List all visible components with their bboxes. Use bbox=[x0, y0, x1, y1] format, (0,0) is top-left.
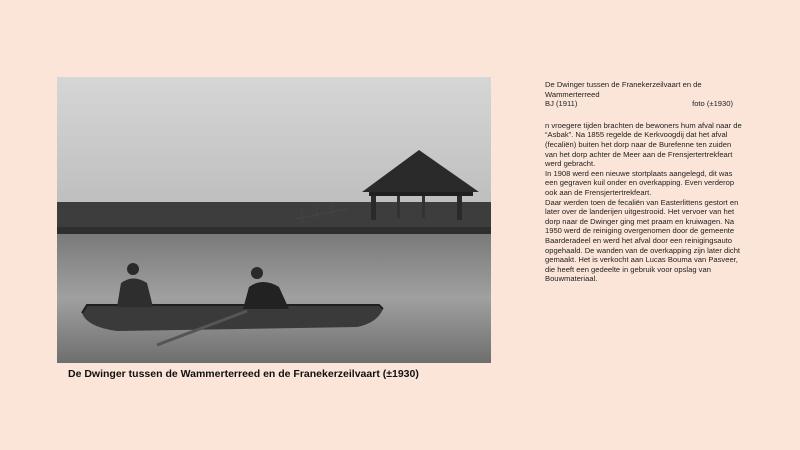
subtitle-photo-date: foto (±1930) bbox=[692, 99, 733, 109]
panel-title: De Dwinger tussen de Franekerzeilvaart en de Wammerterreed bbox=[545, 80, 702, 99]
description-panel bbox=[545, 80, 745, 284]
photo-boat-shelter-image bbox=[57, 77, 491, 363]
photo-caption: De Dwinger tussen de Wammerterreed en de Franekerzeilvaart (±1930) bbox=[68, 368, 419, 380]
subtitle-year: BJ (1911) bbox=[545, 99, 578, 109]
paragraph: Daar werden toen de fecaliën van Easterlittens gestort en later over de landerijen uitgestrooid. Het vervoer van het dorp naar de Dwinger ging met praam en kruiwagen. Na 1950 werd de reiniging overgenomen door de gemeente Baarderadeel en werd het afval door een reinigingsauto opgehaald. De wanden van de overkapping zijn later dicht gemaakt. Het is verkocht aan Lucas Bouma van Pasveer, die heeft een gedeelte in gebruik voor opslag van Bouwmateriaal. bbox=[545, 197, 741, 284]
panel-body bbox=[545, 121, 745, 284]
paragraph: In 1908 werd een nieuwe stortplaats aangelegd, dit was een gegraven kuil onder en overkapping. Even verderop ook aan de Frensjertertrekfeart. bbox=[545, 168, 735, 197]
panel-subtitle bbox=[545, 99, 745, 109]
paragraph: n vroegere tijden brachten de bewoners hum afval naar de “Asbak”. Na 1855 regelde de Kerkvoogdij dat het afval (fecaliën) buiten het dorp naar de Burefenne ten zuiden van het dorp achter de Meer aan de Frensjertertrekfeart werd gebracht. bbox=[545, 120, 742, 169]
historic-photo bbox=[57, 77, 491, 363]
